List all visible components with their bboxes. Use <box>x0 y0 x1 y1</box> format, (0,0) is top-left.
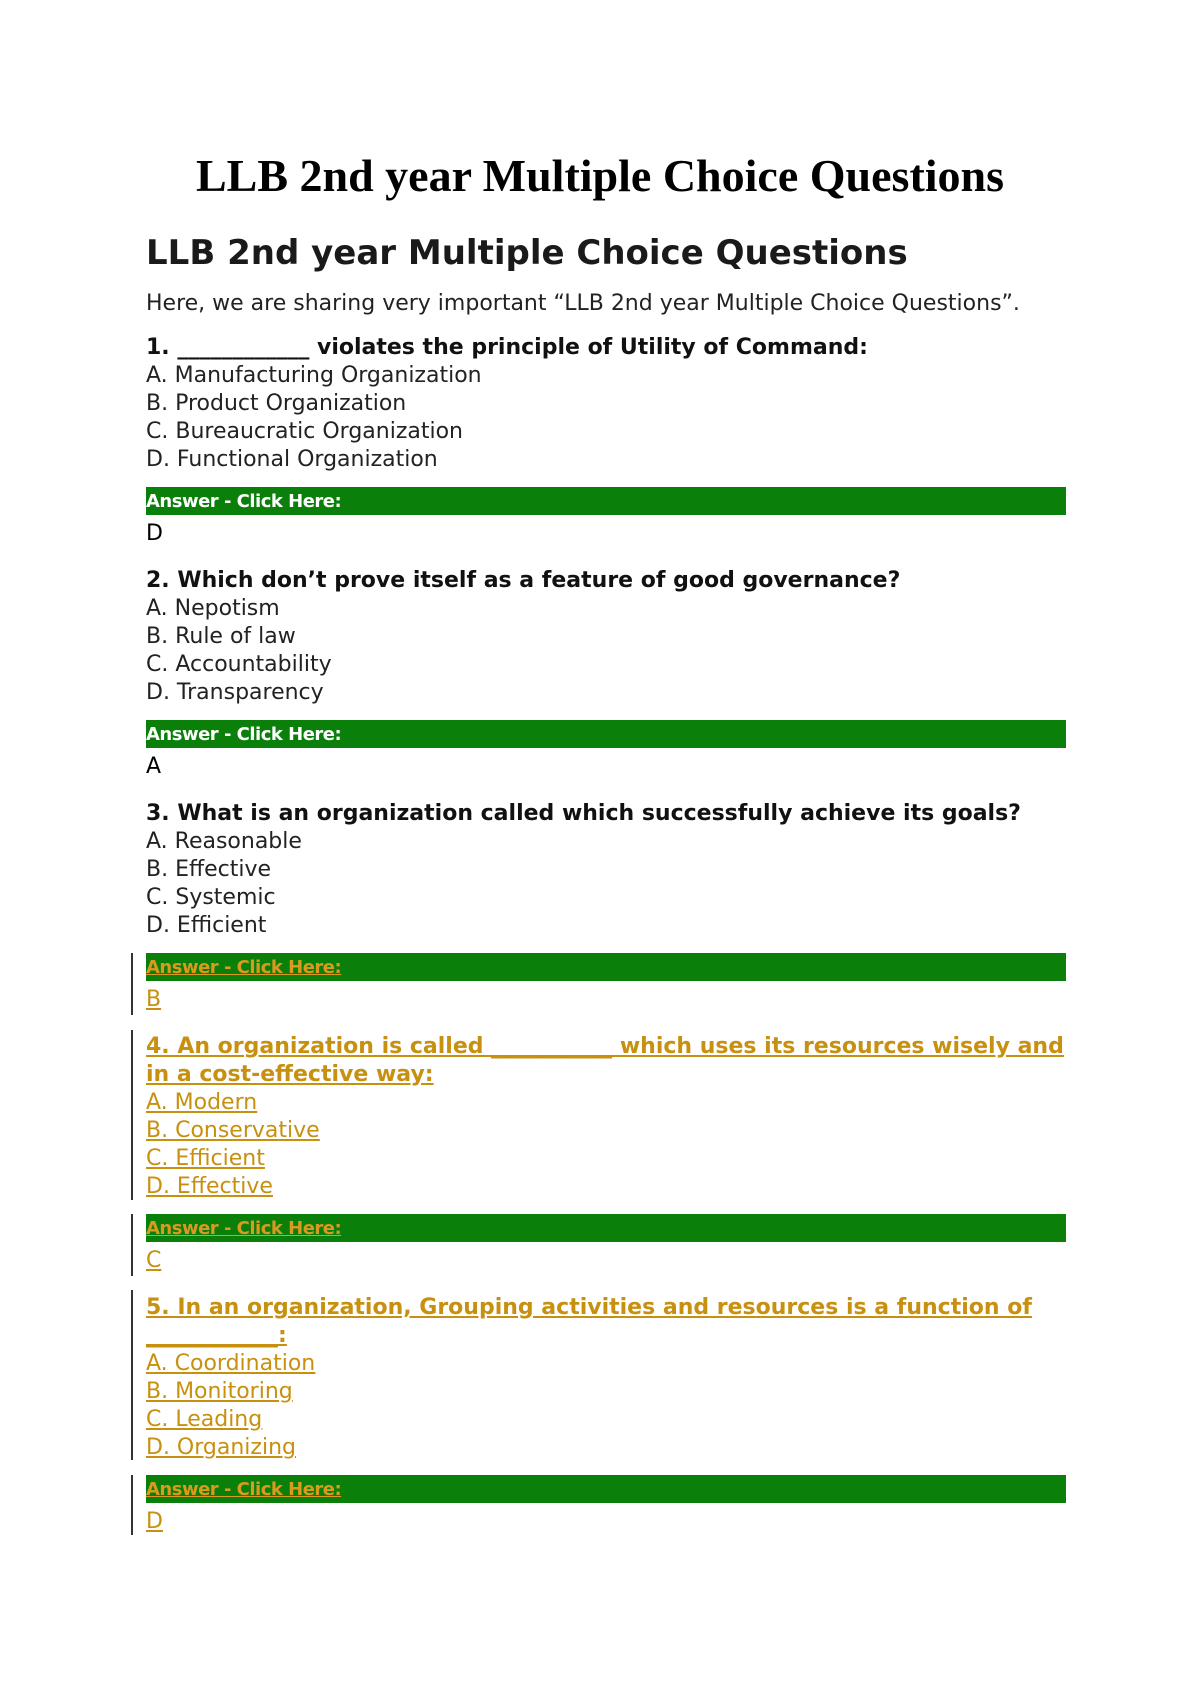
option-d: D. Efficient <box>146 913 267 938</box>
option-b: B. Monitoring <box>146 1379 293 1404</box>
question-stem: 3. What is an organization called which successfully achieve its goals? <box>146 801 1021 826</box>
option-d: D. Functional Organization <box>146 447 438 472</box>
option-c: C. Bureaucratic Organization <box>146 419 464 444</box>
answer-value: D <box>146 521 163 546</box>
answer-reveal-button[interactable]: Answer - Click Here: <box>146 1475 1066 1503</box>
option-a: A. Coordination <box>146 1351 316 1376</box>
intro-text: Here, we are sharing very important “LLB 2nd year Multiple Choice Questions”. <box>146 291 1020 316</box>
answer-value[interactable]: B <box>146 987 162 1012</box>
option-d: D. Organizing <box>146 1435 296 1460</box>
question-2 <box>146 567 1066 707</box>
option-b: B. Rule of law <box>146 624 296 649</box>
answer-value[interactable]: D <box>146 1509 163 1534</box>
change-bar <box>131 1290 133 1460</box>
change-bar <box>131 1214 133 1276</box>
option-a: A. Manufacturing Organization <box>146 363 482 388</box>
answer-reveal-button[interactable]: Answer - Click Here: <box>146 1214 1066 1242</box>
option-a: A. Reasonable <box>146 829 302 854</box>
option-c: C. Efficient <box>146 1146 265 1171</box>
answer-value[interactable]: C <box>146 1248 162 1273</box>
question-5[interactable] <box>146 1294 1066 1462</box>
change-bar <box>131 953 133 1015</box>
option-d: D. Transparency <box>146 680 324 705</box>
question-stem: 1. ____________ violates the principle of Utility of Command: <box>146 335 868 360</box>
question-stem-line-2: in a cost-effective way: <box>146 1062 434 1087</box>
question-stem-line-1: 4. An organization is called ___________ which uses its resources wisely and <box>146 1034 1064 1059</box>
option-a: A. Nepotism <box>146 596 280 621</box>
page-title: LLB 2nd year Multiple Choice Questions <box>195 150 1005 201</box>
option-b: B. Product Organization <box>146 391 407 416</box>
question-stem: 2. Which don’t prove itself as a feature of good governance? <box>146 568 901 593</box>
option-a: A. Modern <box>146 1090 258 1115</box>
question-1 <box>146 334 1066 474</box>
question-3 <box>146 800 1066 940</box>
answer-value: A <box>146 754 162 779</box>
option-c: C. Leading <box>146 1407 263 1432</box>
option-c: C. Systemic <box>146 885 276 910</box>
option-b: B. Conservative <box>146 1118 320 1143</box>
answer-reveal-button[interactable]: Answer - Click Here: <box>146 720 1066 748</box>
option-b: B. Effective <box>146 857 272 882</box>
question-stem-line-1: 5. In an organization, Grouping activities and resources is a function of <box>146 1295 1032 1320</box>
change-bar <box>131 1030 133 1200</box>
option-c: C. Accountability <box>146 652 332 677</box>
page-subtitle: LLB 2nd year Multiple Choice Questions <box>146 233 908 273</box>
option-d: D. Effective <box>146 1174 273 1199</box>
change-bar <box>131 1475 133 1535</box>
question-4[interactable] <box>146 1033 1066 1201</box>
answer-reveal-button[interactable]: Answer - Click Here: <box>146 953 1066 981</box>
answer-reveal-button[interactable]: Answer - Click Here: <box>146 487 1066 515</box>
question-stem-line-2: ____________: <box>146 1323 287 1348</box>
